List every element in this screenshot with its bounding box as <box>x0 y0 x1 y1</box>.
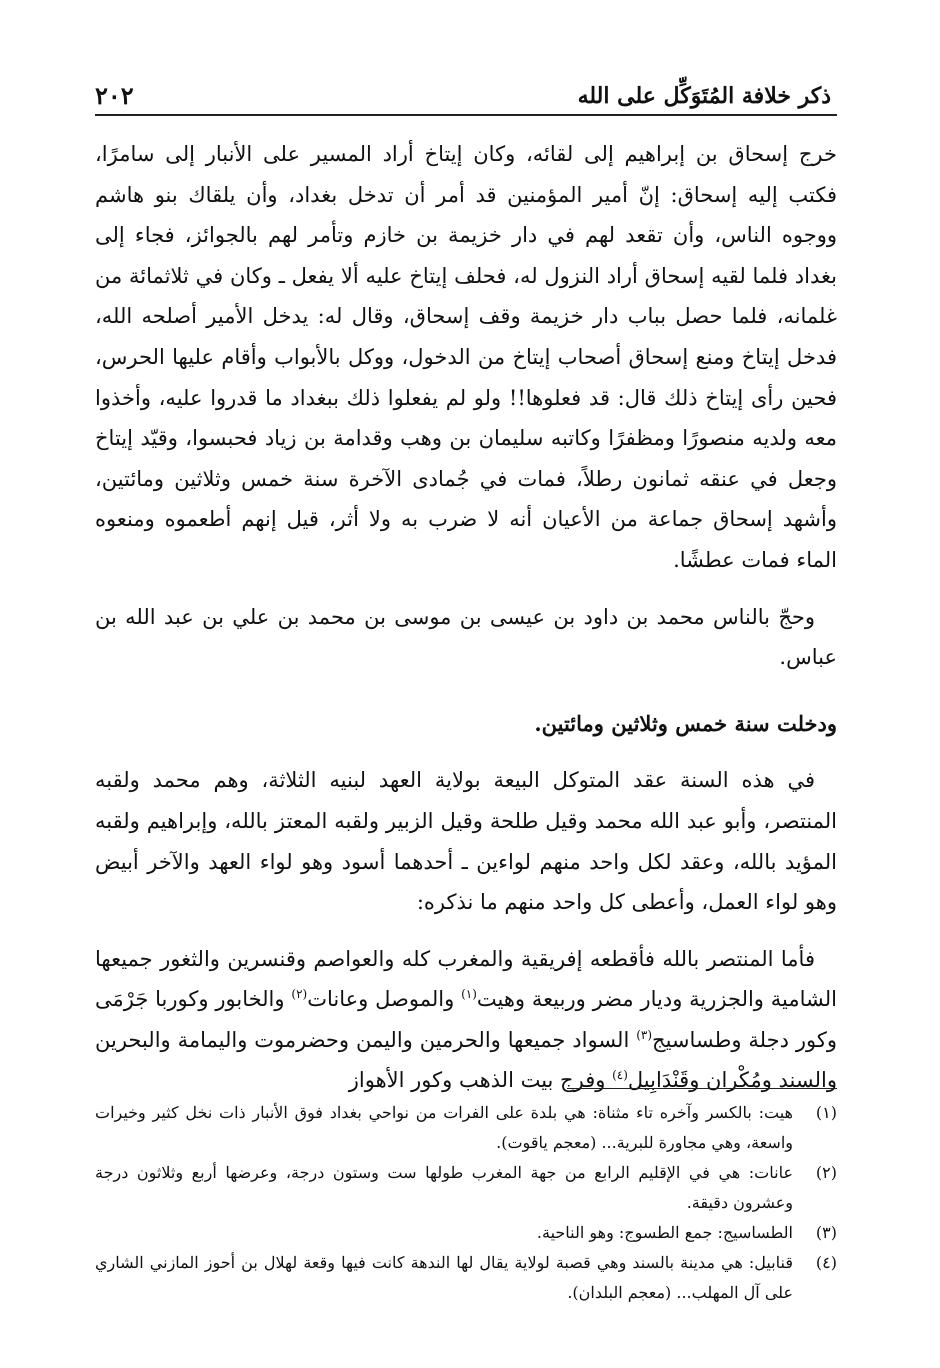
text-segment: السواد جميعها والحرمين واليمن وحضرموت واليمامة والبحرين والسند ومُكْران وقَنْدَابِيل <box>95 1027 837 1093</box>
running-title: ذكر خلافة المُتَوَكِّل على الله <box>577 83 831 109</box>
paragraph-itakh-arrest: خرج إسحاق بن إبراهيم إلى لقائه، وكان إيتاخ أراد المسير على الأنبار إلى سامرًا، فكتب إليه إسحاق: إنّ أمير المؤمنين قد أمر أن تدخل بغداد، وأن يلقاك بنو هاشم ووجوه الناس، وأن تقعد لهم في دار خزيمة بن خازم وتأمر لهم بالجوائز، فجاء إلى بغداد فلما لقيه إسحاق أراد النزول له، فحلف إيتاخ عليه ألا يفعل ـ وكان في ثلاثمائة من غلمانه، فلما حصل بباب دار خزيمة وقف إسحاق، وقال له: يدخل الأمير أصلحه الله، فدخل إيتاخ ومنع إسحاق أصحاب إيتاخ من الدخول، ووكل بالأبواب وأقام عليها الحرس، فحين رأى إيتاخ ذلك قال: قد فعلوها!! ولو لم يفعلوا ذلك ببغداد ما قدروا عليه، وأخذوا معه ولديه منصورًا ومظفرًا وكاتبه سليمان بن وهب وقدامة بن زياد فحبسوا، وقيّد إيتاخ وجعل في عنقه ثمانون رطلاً، فمات في جُمادى الآخرة سنة خمس وثلاثين ومائتين، وأشهد إسحاق جماعة من الأعيان أنه لا ضرب به ولا أثر، قيل إنهم أطعموه ومنعوه الماء فمات عطشًا. <box>95 142 837 572</box>
page-number: ٢٠٢ <box>95 81 134 110</box>
footnote-number: (٢) <box>815 1163 837 1182</box>
text-segment: وفرج بيت الذهب وكور الأهواز <box>348 1068 613 1093</box>
footnote-number: (٤) <box>815 1253 837 1272</box>
footnote-3 <box>95 1218 837 1248</box>
footnote-4 <box>95 1248 837 1308</box>
footnote-text: قنابيل: هي مدينة بالسند وهي قصبة لولاية يقال لها الندهة كانت فيها وقعة لهلال بن أحوز المازني الشاري على آل المهلب... (معجم البلدان). <box>95 1253 793 1302</box>
footnote-ref-1[interactable]: (١) <box>461 987 477 1002</box>
footnote-1 <box>95 1098 837 1158</box>
running-header <box>95 80 837 116</box>
footnote-ref-2[interactable]: (٢) <box>291 987 308 1002</box>
text-segment: والخابور وكوربا جَرْمَى وكور دجلة وطساسيج <box>95 987 837 1052</box>
section-heading: ودخلت سنة خمس وثلاثين ومائتين. <box>534 710 837 736</box>
paragraph-succession: في هذه السنة عقد المتوكل البيعة بولاية العهد لبنيه الثلاثة، وهم محمد ولقبه المنتصر، وأبو عبد الله محمد وقيل طلحة وقيل الزبير ولقبه المعتز بالله، وإبراهيم ولقبه المؤيد بالله، وعقد لكل واحد منهم لواءين ـ أحدهما أسود وهو لواء العهد والآخر أبيض وهو لواء العمل، وأعطى كل واحد منهم ما نذكره: <box>95 768 837 915</box>
footnote-number: (٣) <box>815 1223 837 1242</box>
text-segment: والموصل وعانات <box>307 987 462 1012</box>
main-text <box>95 134 837 1101</box>
footnote-separator <box>567 1088 837 1089</box>
footnote-ref-3[interactable]: (٣) <box>636 1027 653 1042</box>
footnote-text: عانات: هي في الإقليم الرابع من جهة المغرب طولها ست وستون درجة، وعرضها أربع وثلاثون درجة وعشرون دقيقة. <box>95 1163 793 1212</box>
footnote-number: (١) <box>815 1103 837 1122</box>
text-segment: فأما المنتصر بالله فأقطعه إفريقية والمغرب كله والعواصم وقنسرين والثغور جميعها الشامية والجزرية وديار مضر وربيعة وهيت <box>95 946 837 1012</box>
footnotes <box>95 1098 837 1308</box>
footnote-text: هيت: بالكسر وآخره تاء مثناة: هي بلدة على الفرات من نواحي بغداد فوق الأنبار ذات نخل كثير وخيرات واسعة، وهي مجاورة للبرية... (معجم ياقوت). <box>95 1103 793 1152</box>
footnote-ref-4[interactable]: (٤) <box>612 1068 628 1083</box>
footnote-text: الطساسيج: جمع الطسوج: وهو الناحية. <box>536 1223 793 1242</box>
paragraph-muntasir-grants <box>95 939 837 1101</box>
footnote-2 <box>95 1158 837 1218</box>
paragraph-hajj-leader: وحجّ بالناس محمد بن داود بن عيسى بن موسى بن محمد بن علي بن عبد الله بن عباس. <box>95 604 837 670</box>
